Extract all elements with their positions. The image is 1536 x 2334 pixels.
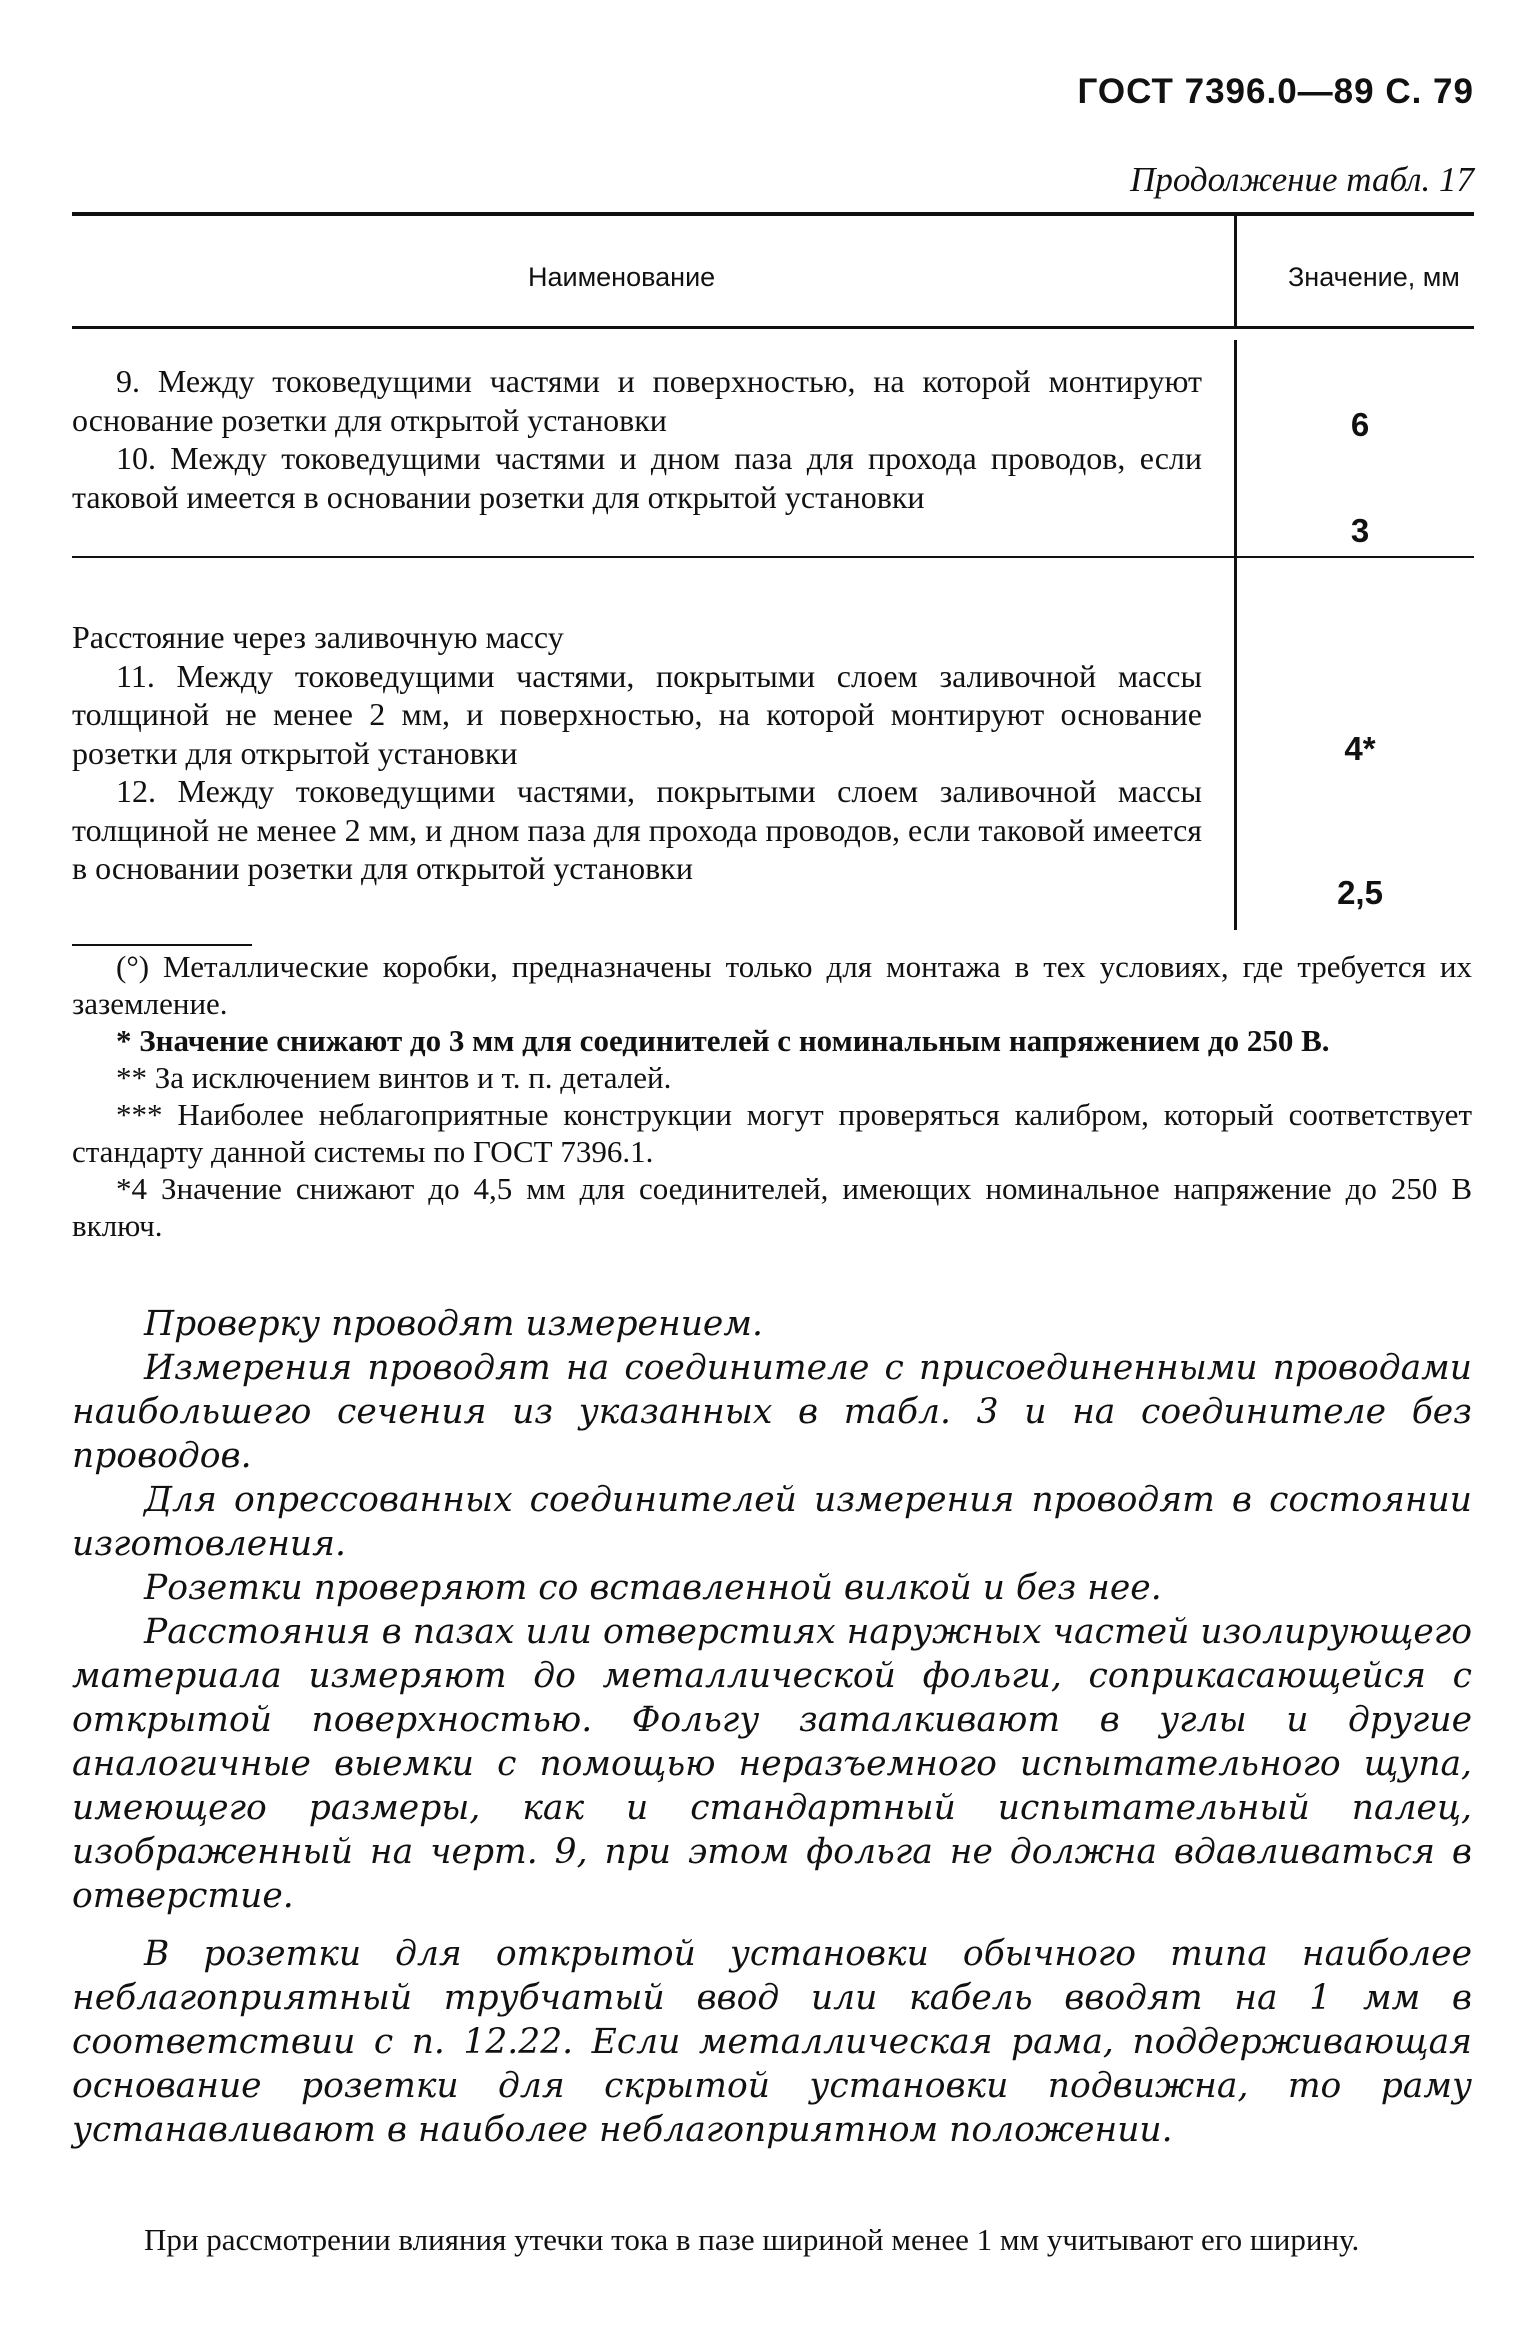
table-row-12: 12. Между токоведущими частями, покрытыми слоем заливочной массы толщиной не менее 2 мм, и дном паза для прохода проводов, если таковой имеется в основании розетки для открытой установки bbox=[72, 773, 1202, 886]
section2-title: Расстояние через заливочную массу bbox=[72, 619, 564, 655]
body-paragraph-3: Для опрессованных соединителей измерения проводят в состоянии изготовления. bbox=[72, 1480, 1472, 1564]
body-text bbox=[72, 1302, 1472, 2152]
table-row-10: 10. Между токоведущими частями и дном паза для прохода проводов, если таковой имеется в основании розетки для открытой установки bbox=[72, 440, 1202, 515]
final-paragraph-text: При рассмотрении влияния утечки тока в пазе шириной менее 1 мм учитывают его ширину. bbox=[144, 2222, 1360, 2257]
table-top-rule bbox=[72, 212, 1474, 216]
table-column-divider bbox=[1234, 216, 1237, 326]
table-continuation-label: Продолжение табл. 17 bbox=[1130, 160, 1474, 199]
footnote-separator bbox=[72, 944, 252, 946]
table-row-12-value: 2,5 bbox=[1337, 874, 1383, 911]
table-row-11-value: 4* bbox=[1344, 730, 1376, 767]
footnote-deg: (°) Металлические коробки, предназначены только для монтажа в тех условиях, где требуется их заземление. bbox=[72, 949, 1472, 1021]
body-paragraph-1: Проверку проводят измерением. bbox=[144, 1304, 763, 1344]
table-row-10-value: 3 bbox=[1350, 512, 1370, 549]
page-header-doc-ref: ГОСТ 7396.0—89 С. 79 bbox=[1077, 72, 1474, 111]
section1-bottom-rule bbox=[72, 556, 1474, 558]
column-header-name: Наименование bbox=[528, 262, 716, 292]
table-row-9-value: 6 bbox=[1350, 406, 1370, 443]
column-header-value: Значение, мм bbox=[1288, 262, 1460, 292]
final-paragraph bbox=[72, 2222, 1472, 2258]
body-paragraph-4: Розетки проверяют со вставленной вилкой и без нее. bbox=[144, 1568, 1162, 1608]
section1-rows bbox=[72, 362, 1202, 516]
body-paragraph-5: Расстояния в пазах или отверстиях наружных частей изолирующего материала измеряют до металлической фольги, соприкасающейся с открытой поверхностью. Фольгу заталкивают в углы и другие аналогичные выемки с помощью неразъемного испытательного щупа, имеющего размеры, как и стандартный испытательный палец, изображенный на черт. 9, при этом фольга не должна вдавливаться в отверстие. bbox=[72, 1612, 1472, 1916]
section2-rows bbox=[72, 618, 1202, 888]
table-header-rule bbox=[72, 326, 1474, 329]
footnote-1: * Значение снижают до 3 мм для соединителей с номинальным напряжением до 250 В. bbox=[116, 1023, 1330, 1058]
table-row-9: 9. Между токоведущими частями и поверхностью, на которой монтируют основание розетки для открытой установки bbox=[72, 363, 1202, 438]
footnote-2: ** За исключением винтов и т. п. деталей. bbox=[116, 1060, 672, 1095]
table-row-11: 11. Между токоведущими частями, покрытыми слоем заливочной массы толщиной не менее 2 мм, и поверхностью, на которой монтируют основание розетки для открытой установки bbox=[72, 657, 1202, 771]
footnote-4: *4 Значение снижают до 4,5 мм для соединителей, имеющих номинальное напряжение до 250 В включ. bbox=[72, 1171, 1472, 1243]
body-paragraph-6: В розетки для открытой установки обычного типа наиболее неблагоприятный трубчатый ввод или кабель вводят на 1 мм в соответствии с п. 12.22. Если металлическая рама, поддерживающая основание розетки для скрытой установки подвижна, то раму устанавливают в наиболее неблагоприятном положении. bbox=[72, 1934, 1472, 2150]
body-paragraph-2: Измерения проводят на соединителе с присоединенными проводами наибольшего сечения из указанных в табл. 3 и на соединителе без проводов. bbox=[72, 1348, 1472, 1476]
footnote-3: *** Наиболее неблагоприятные конструкции могут проверяться калибром, который соответствует стандарту данной системы по ГОСТ 7396.1. bbox=[72, 1097, 1472, 1169]
table-footnotes bbox=[72, 948, 1472, 1244]
table-column-divider-body bbox=[1234, 340, 1237, 930]
